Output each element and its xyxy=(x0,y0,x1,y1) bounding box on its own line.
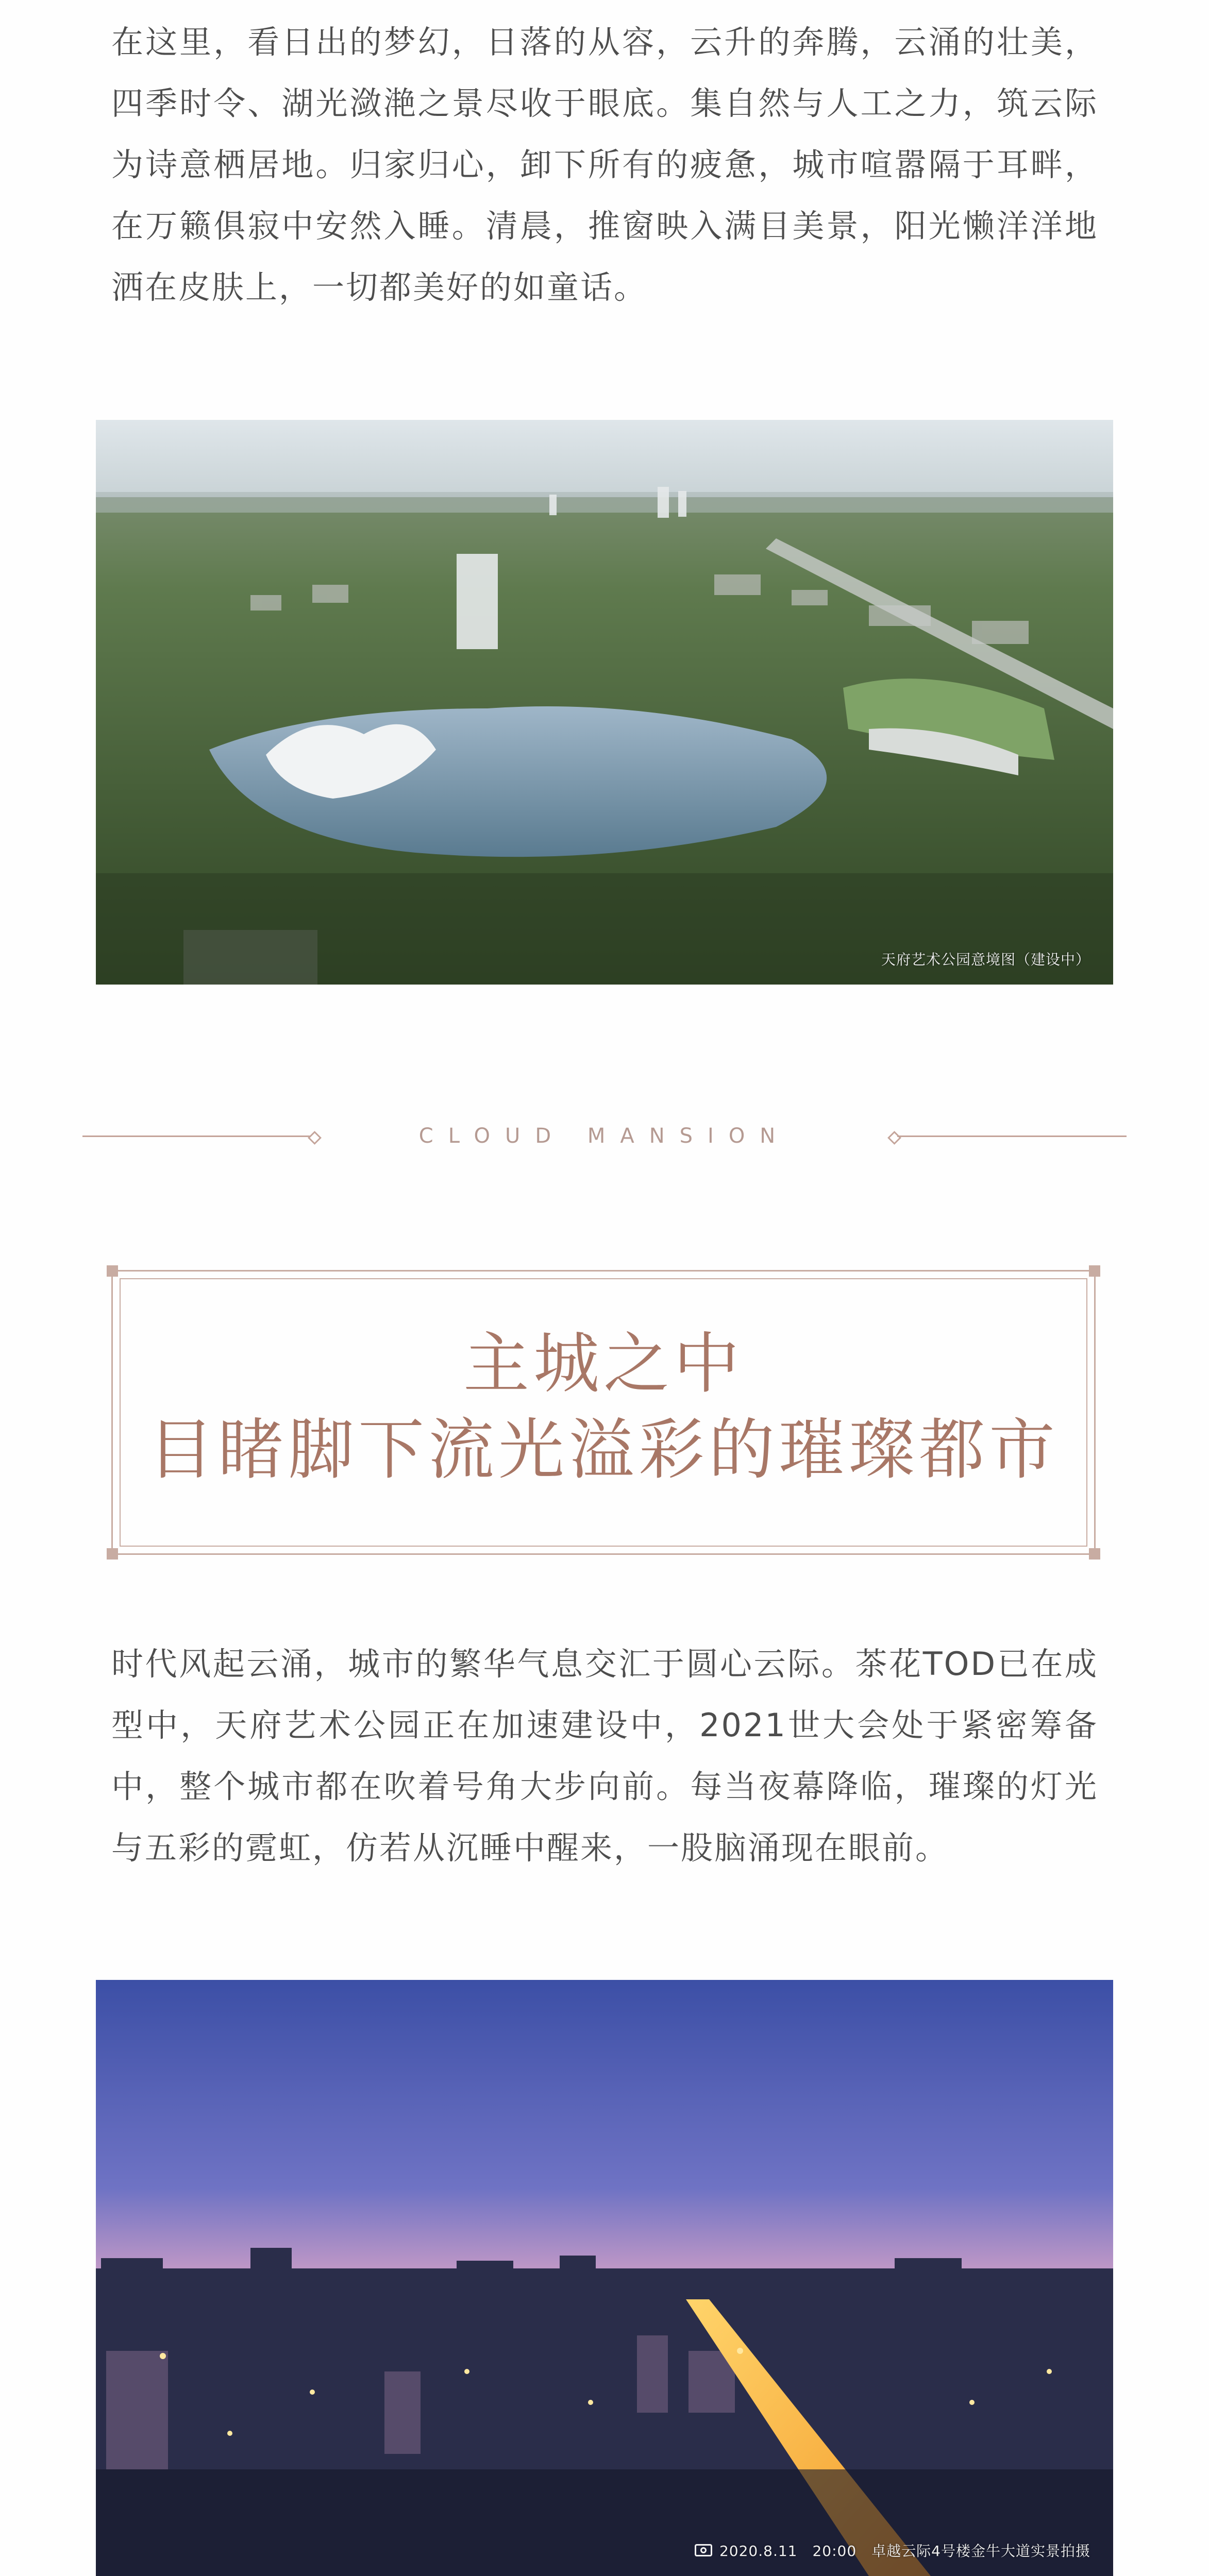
dusk-cityscape-illustration xyxy=(96,1980,1113,2576)
park-rendering-image xyxy=(96,420,1113,985)
photo-caption: 2020.8.11 20:00 卓越云际4号楼金牛大道实景拍摄 xyxy=(695,2540,1090,2561)
intro-paragraph: 在这里，看日出的梦幻，日落的从容，云升的奔腾，云涌的壮美，四季时令、湖光潋滟之景尽收于眼底。集自然与人工之力，筑云际为诗意栖居地。归家归心，卸下所有的疲惫，城市喧嚣隔于耳畔，在万籁俱寂中安然入睡。清晨，推窗映入满目美景，阳光懒洋洋地洒在皮肤上，一切都美好的如童话。 xyxy=(111,23,1098,307)
diamond-ornament xyxy=(308,1131,322,1145)
photo-caption: 天府艺术公园意境图（建设中） xyxy=(881,951,1090,968)
camera-icon xyxy=(695,2544,712,2556)
section-title: 主城之中 xyxy=(463,1326,744,1402)
divider-text: CLOUD MANSION xyxy=(418,1124,791,1148)
city-paragraph: 时代风起云涌，城市的繁华气息交汇于圆心云际。茶花TOD已在成型中，天府艺术公园正在加速建设中，2021世大会处于紧密筹备中，整个城市都在吹着号角大步向前。每当夜幕降临，璀璨的灯光与五彩的霓虹，仿若从沉睡中醒来，一股脑涌现在眼前。 xyxy=(111,1645,1098,1867)
section-divider xyxy=(82,1121,1127,1151)
diamond-ornament xyxy=(887,1131,901,1145)
section-subtitle: 目睹脚下流光溢彩的璀璨都市 xyxy=(147,1412,1059,1488)
night-city-photo-1 xyxy=(96,1980,1113,2576)
park-rendering-illustration xyxy=(96,420,1113,985)
section-title-frame xyxy=(111,1270,1096,1555)
